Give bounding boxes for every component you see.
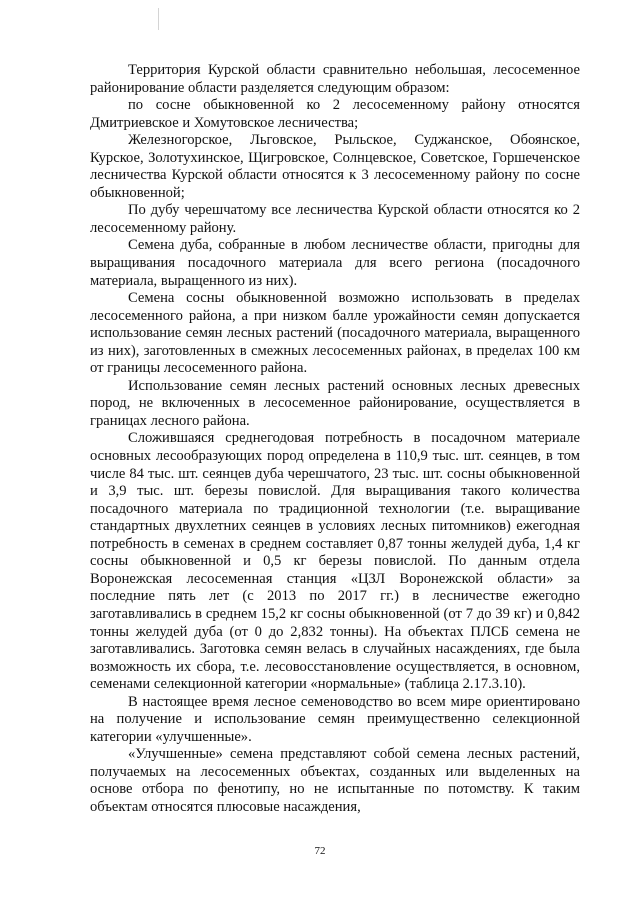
paragraph: Территория Курской области сравнительно небольшая, лесосеменное районирование области разделяется следующим образом:	[90, 62, 580, 96]
paragraph: Использование семян лесных растений основных лесных древесных пород, не включенных в лесосеменное районирование, осуществляется в границах лесного района.	[90, 377, 580, 429]
paragraph: «Улучшенные» семена представляют собой семена лесных растений, получаемых на лесосеменных объектах, созданных или выделенных на основе отбора по фенотипу, но не испытанные по потомству. К таким объектам относятся плюсовые насаждения,	[90, 746, 580, 815]
paragraph: Семена дуба, собранные в любом лесничестве области, пригодны для выращивания посадочного материала для всего региона (посадочного материала, выращенного из них).	[90, 237, 580, 289]
paragraph: Сложившаяся среднегодовая потребность в посадочном материале основных лесообразующих пород определена в 110,9 тыс. шт. сеянцев, в том числе 84 тыс. шт. сеянцев дуба черешчатого, 23 тыс. шт. сосны обыкновенной и 3,9 тыс. шт. березы повислой. Для выращивания такого количества посадочного материала по традиционной технологии (т.е. выращивание стандартных двухлетних сеянцев в условиях лесных питомников) ежегодная потребность в семенах в среднем составляет 0,87 тонны желудей дуба, 1,4 кг сосны обыкновенной и 0,5 кг березы повислой. По данным отдела Воронежская лесосеменная станция «ЦЗЛ Воронежской области» за последние пять лет (с 2013 по 2017 гг.) в лесничестве ежегодно заготавливались в среднем 15,2 кг сосны обыкновенной (от 7 до 39 кг) и 0,842 тонны желудей дуба (от 0 до 2,832 тонны). На объектах ПЛСБ семена не заготавливались. Заготовка семян велась в случайных насаждениях, где была возможность их сбора, т.е. лесовосстановление осуществляется, в основном, семенами селекционной категории «нормальные» (таблица 2.17.3.10).	[90, 430, 580, 693]
paragraph: Железногорское, Льговское, Рыльское, Суджанское, Обоянское, Курское, Золотухинское, Щигровское, Солнцевское, Советское, Горшеченское лесничества Курской области относятся к 3 лесосеменному району по сосне обыкновенной;	[90, 132, 580, 201]
paragraph: В настоящее время лесное семеноводство во всем мире ориентировано на получение и использование семян преимущественно селекционной категории «улучшенные».	[90, 693, 580, 745]
page-number: 72	[314, 845, 326, 857]
scan-mark	[158, 8, 159, 30]
body-text	[90, 62, 580, 817]
paragraph: Семена сосны обыкновенной возможно использовать в пределах лесосеменного района, а при низком балле урожайности семян допускается использование семян лесных растений (посадочного материала, выращенного из них), заготовленных в смежных лесосеменных районах, в пределах 100 км от границы лесосеменного района.	[90, 290, 580, 377]
paragraph: по сосне обыкновенной ко 2 лесосеменному району относятся Дмитриевское и Хомутовское лесничества;	[90, 97, 580, 131]
paragraph: По дубу черешчатому все лесничества Курской области относятся ко 2 лесосеменному району.	[90, 202, 580, 236]
